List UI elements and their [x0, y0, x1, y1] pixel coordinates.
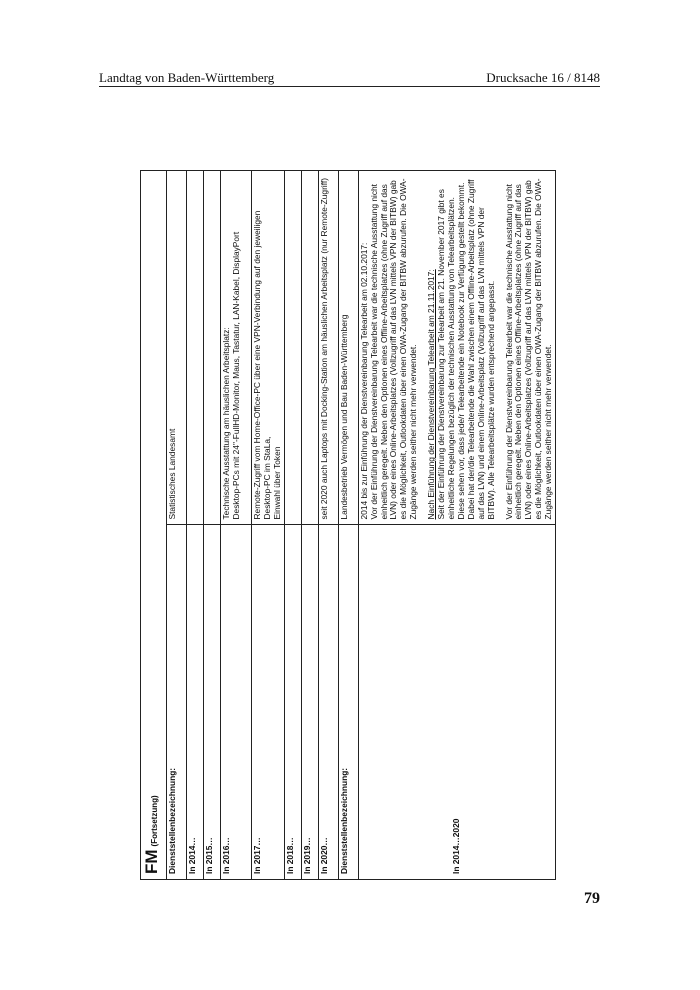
- row-text: [187, 171, 204, 526]
- row-year: In 2016…: [221, 525, 252, 880]
- block2-text: [358, 171, 555, 526]
- row-year: In 2015…: [204, 525, 221, 880]
- fm-subtitle: (Fortsetzung): [150, 795, 159, 847]
- row-year: In 2017…: [252, 525, 285, 880]
- paragraph-3-text: Vor der Einführung der Dienstvereinbarung Telearbeit war die technische Ausstattung nicht einheitlich geregelt. Neben den Optionen eines Offline-Arbeitsplatzes (ohne Zugriff auf das LVN) oder eines Online-Arbeitsplatzes (Vollzugriff auf das LVN mittels VPN der BITBW) gab es die Möglichkeit, Outlookdaten über einen OWA-Zugang der BITBW abzurufen. Die OWA-Zugänge werden seither nicht mehr verwendet.: [503, 178, 554, 520]
- paragraph-1-heading: 2014 bis zur Einführung der Dienstvereinbarung Telearbeit am 02.10.2017:: [358, 242, 369, 520]
- row-year: In 2020…: [318, 525, 338, 880]
- paragraph-1: [360, 176, 419, 520]
- fm-header-cell: [141, 171, 167, 880]
- header-left: Landtag von Baden-Württemberg: [99, 70, 275, 85]
- block1-value: Statistisches Landesamt: [167, 171, 187, 526]
- row-year: In 2018…: [284, 525, 301, 880]
- row-text: [204, 171, 221, 526]
- header-rule: [99, 86, 600, 87]
- paragraph-2: [427, 176, 496, 520]
- fm-title: FM: [142, 849, 161, 874]
- row-year: In 2014…: [187, 525, 204, 880]
- paragraph-2-text: Seit der Einführung der Dienstvereinbarung zur Telearbeit am 21. November 2017 gibt es einheitliche Regelungen bezüglich der technischen Ausstattung von Telearbeitsplätzen. Diese sehen vor, dass jede/r Telearbeitende ein Notebook zur Verfügung gestellt bekommt. Dabei hat der/die Telearbeitende die Wahl zwischen einem Offline-Arbeitsplatz (ohne Zugriff auf das LVN) und einem Online-Arbeitsplatz (Vollzugriff auf das LVN mittels VPN der BITBW). Alle Telearbeitsplätze wurden entsprechend angepasst.: [436, 179, 496, 520]
- paragraph-3: [505, 176, 555, 520]
- row-text: [301, 171, 318, 526]
- block2-year: In 2014…2020: [358, 525, 555, 880]
- rotated-table: [140, 170, 553, 880]
- row-text: [284, 171, 301, 526]
- page-number: 79: [584, 890, 600, 907]
- block1-label: Dienststellenbezeichnung:: [167, 525, 187, 880]
- row-text: seit 2020 auch Laptops mit Docking-Station am häuslichen Arbeitsplatz (nur Remote-Zugriff): [318, 171, 338, 526]
- paragraph-1-text: Vor der Einführung der Dienstvereinbarung Telearbeit war die technische Ausstattung nicht einheitlich geregelt. Neben den Optionen eines Offline-Arbeitsplatzes (ohne Zugriff auf das LVN) oder eines Online-Arbeitsplatzes (Vollzugriff auf das LVN mittels VPN der BITBW) gab es die Möglichkeit, Outlookdaten über einen OWA-Zugang der BITBW abzurufen. Die OWA-Zugänge werden seither nicht mehr verwendet.: [368, 178, 419, 520]
- block2-value: Landesbetrieb Vermögen und Bau Baden-Württemberg: [338, 171, 358, 526]
- block2-label: Dienststellenbezeichnung:: [338, 525, 358, 880]
- data-table: [140, 170, 556, 880]
- row-text: Remote-Zugriff vom Home-Office-PC über eine VPN-Verbindung auf den jeweiligen Desktop-PC im StaLa, Einwahl über Token: [252, 171, 285, 526]
- row-text: Technische Ausstattung am häuslichen Arbeitsplatz: Desktop-PCs mit 24"-FullHD-Monitor, Maus, Tastatur, LAN-Kabel, DisplayPort: [221, 171, 252, 526]
- paragraph-2-heading: Nach Einführung der Dienstvereinbarung Telearbeit am 21.11.2017:: [426, 269, 437, 520]
- header-right: Drucksache 16 / 8148: [486, 70, 600, 85]
- row-year: In 2019…: [301, 525, 318, 880]
